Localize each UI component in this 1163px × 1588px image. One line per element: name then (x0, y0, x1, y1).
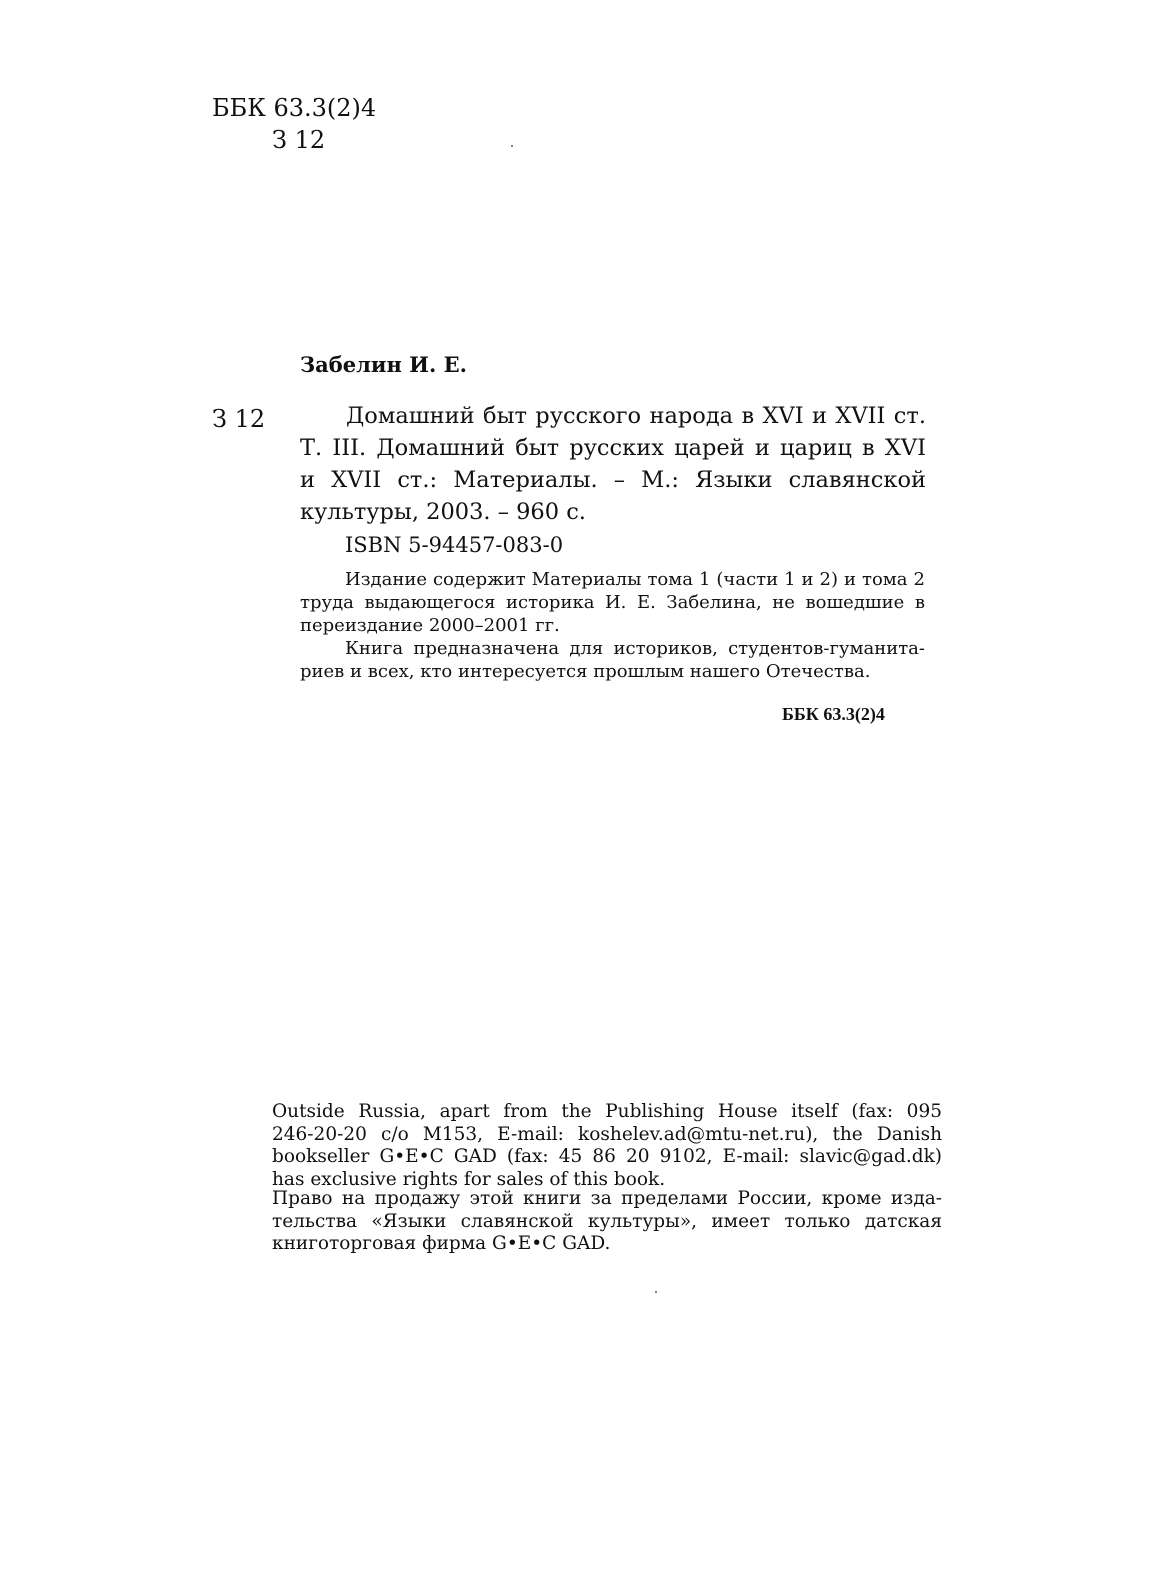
rights-line: книготорговая фирма G•E•C GAD. (272, 1233, 611, 1254)
description-line: Домашний быт русского народа в XVI и XVII ст. (346, 403, 926, 429)
rights-line: тельства «Языки славянской культуры», имеет только датская (272, 1210, 942, 1232)
distribution-notice-english (272, 1101, 942, 1191)
annotation-line: переиздание 2000–2001 гг. (300, 615, 560, 636)
scan-speck (511, 145, 513, 147)
author-name: Забелин И. Е. (300, 352, 467, 377)
bbk-index-top: ББК 63.3(2)4 (212, 94, 377, 122)
annotation-line: Книга предназначена для историков, студентов-гуманита- (345, 638, 925, 659)
distribution-line: bookseller G•E•C GAD (fax: 45 86 20 9102, E-mail: slavic@gad.dk) (272, 1146, 942, 1167)
isbn: ISBN 5-94457-083-0 (345, 533, 564, 557)
rights-line: Право на продажу этой книги за пределами России, кроме изда- (272, 1188, 942, 1209)
annotation-line: труда выдающегося историка И. Е. Забелина, не вошедшие в (300, 592, 925, 613)
distribution-line: has exclusive rights for sales of this book. (272, 1168, 666, 1190)
description-line: культуры, 2003. – 960 с. (300, 499, 586, 525)
scan-speck (655, 1291, 657, 1293)
description-line: и XVII ст.: Материалы. – М.: Языки славянской (300, 467, 926, 493)
author-code-top: З 12 (272, 126, 326, 154)
distribution-line: 246-20-20 c/o M153, E-mail: koshelev.ad@mtu-net.ru), the Danish (272, 1123, 942, 1145)
distribution-line: Outside Russia, apart from the Publishing House itself (fax: 095 (272, 1101, 942, 1122)
bbk-index-bottom: ББК 63.3(2)4 (782, 704, 885, 724)
annotation (300, 568, 925, 683)
bibliographic-description (300, 400, 926, 528)
description-line: Т. III. Домашний быт русских царей и цариц в XVI (300, 435, 926, 461)
annotation-line: Издание содержит Материалы тома 1 (части 1 и 2) и тома 2 (345, 569, 925, 590)
distribution-notice-russian (272, 1188, 942, 1256)
author-code-record: З 12 (212, 405, 266, 433)
annotation-line: риев и всех, кто интересуется прошлым нашего Отечества. (300, 661, 871, 682)
